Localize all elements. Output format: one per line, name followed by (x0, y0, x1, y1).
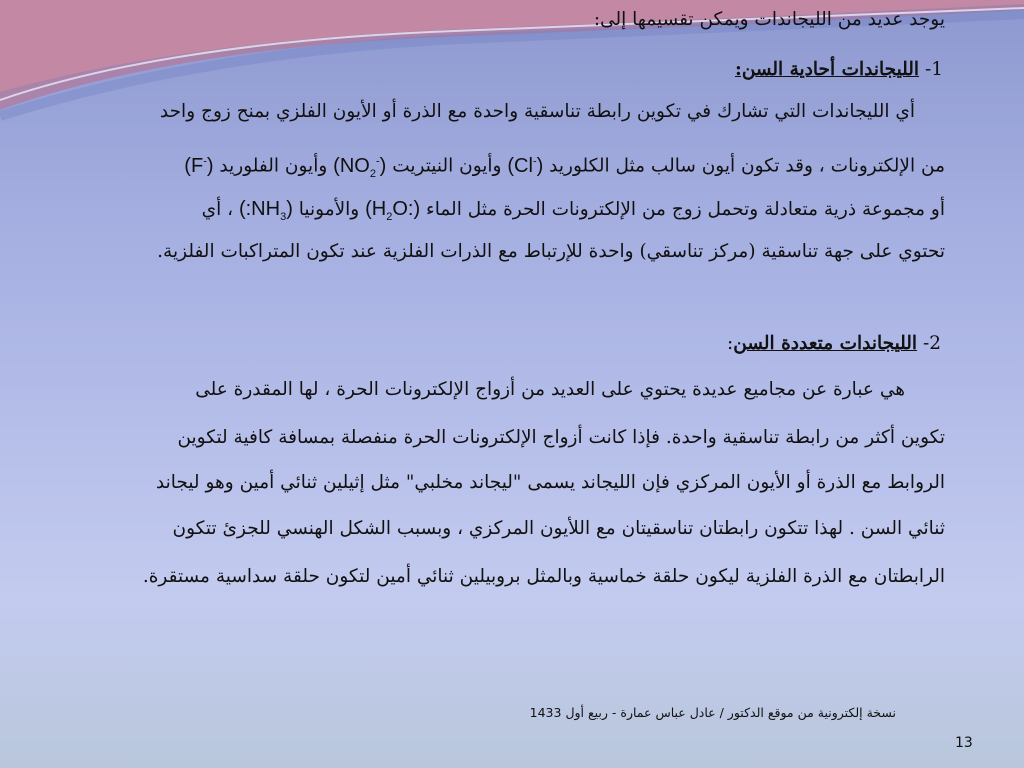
section1-line-1: أي الليجاندات التي تشارك في تكوين رابطة تناسقية واحدة مع الذرة أو الأيون الفلزي بمنح زوج واحد (159, 101, 915, 122)
section2-line-5: الرابطتان مع الذرة الفلزية ليكون حلقة خماسية وبالمثل بروبيلين ثنائي أمين لتكون حلقة سداسية مستقرة. (142, 566, 945, 587)
section1-line-4: تحتوي على جهة تناسقية (مركز تناسقي) واحدة للإرتباط مع الذرات الفلزية عند تكون المتراكبات الفلزية. (157, 241, 945, 262)
section1-line-3: أو مجموعة ذرية متعادلة وتحمل زوج من الإلكترونات الحرة مثل الماء $(H_2O:)$ والأمونيا $(:NH_3)$ ، أي (201, 198, 945, 223)
ammonia-formula: $(:NH_3)$ (238, 198, 293, 223)
section2-line-3: الروابط مع الذرة أو الأيون المركزي فإن الليجاند يسمى "ليجاند مخلبي" مثل إثيلين ثنائي أمين وهو ليجاند (155, 472, 945, 493)
section2-line-2: تكوين أكثر من رابطة تناسقية واحدة. فإذا كانت أزواج الإلكترونات الحرة منفصلة بمسافة كافية لتكوين (177, 427, 945, 448)
nitrite-formula: $(NO_2^-)$ (333, 154, 387, 180)
section2-line-1: هي عبارة عن مجاميع عديدة يحتوي على العديد من أزواج الإلكترونات الحرة ، لها المقدرة على (195, 379, 905, 400)
fluoride-formula: (F-) (184, 154, 214, 177)
section2-title: الليجاندات متعددة السن (733, 333, 918, 354)
footer-credit: نسخة إلكترونية من موقع الدكتور / عادل عباس عمارة - ربيع أول 1433 (529, 705, 896, 720)
chloride-formula: (Cl-) (507, 154, 544, 177)
intro-line: يوجد عديد من الليجاندات ويمكن تقسيمها إلى: (593, 9, 945, 30)
section2-line-4: ثنائي السن . لهذا تتكون رابطتان تناسقيتان مع اللأيون المركزي ، وبسبب الشكل الهنسي للجزئ تتكون (172, 518, 945, 539)
page-number: 13 (955, 735, 973, 751)
section1-number: 1- (924, 59, 943, 80)
section1-line-2: من الإلكترونات ، وقد تكون أيون سالب مثل الكلوريد (Cl-) وأيون النيتريت $(NO_2^-)$ وأيون الفلوريد (F-) (184, 154, 945, 180)
section1-heading (735, 58, 943, 82)
water-formula: $(H_2O:)$ (365, 198, 421, 223)
section1-title: الليجاندات أحادية السن: (734, 59, 920, 80)
section2-number: 2- (922, 333, 941, 354)
section2-heading: 2- الليجاندات متعددة السن: (727, 333, 941, 354)
